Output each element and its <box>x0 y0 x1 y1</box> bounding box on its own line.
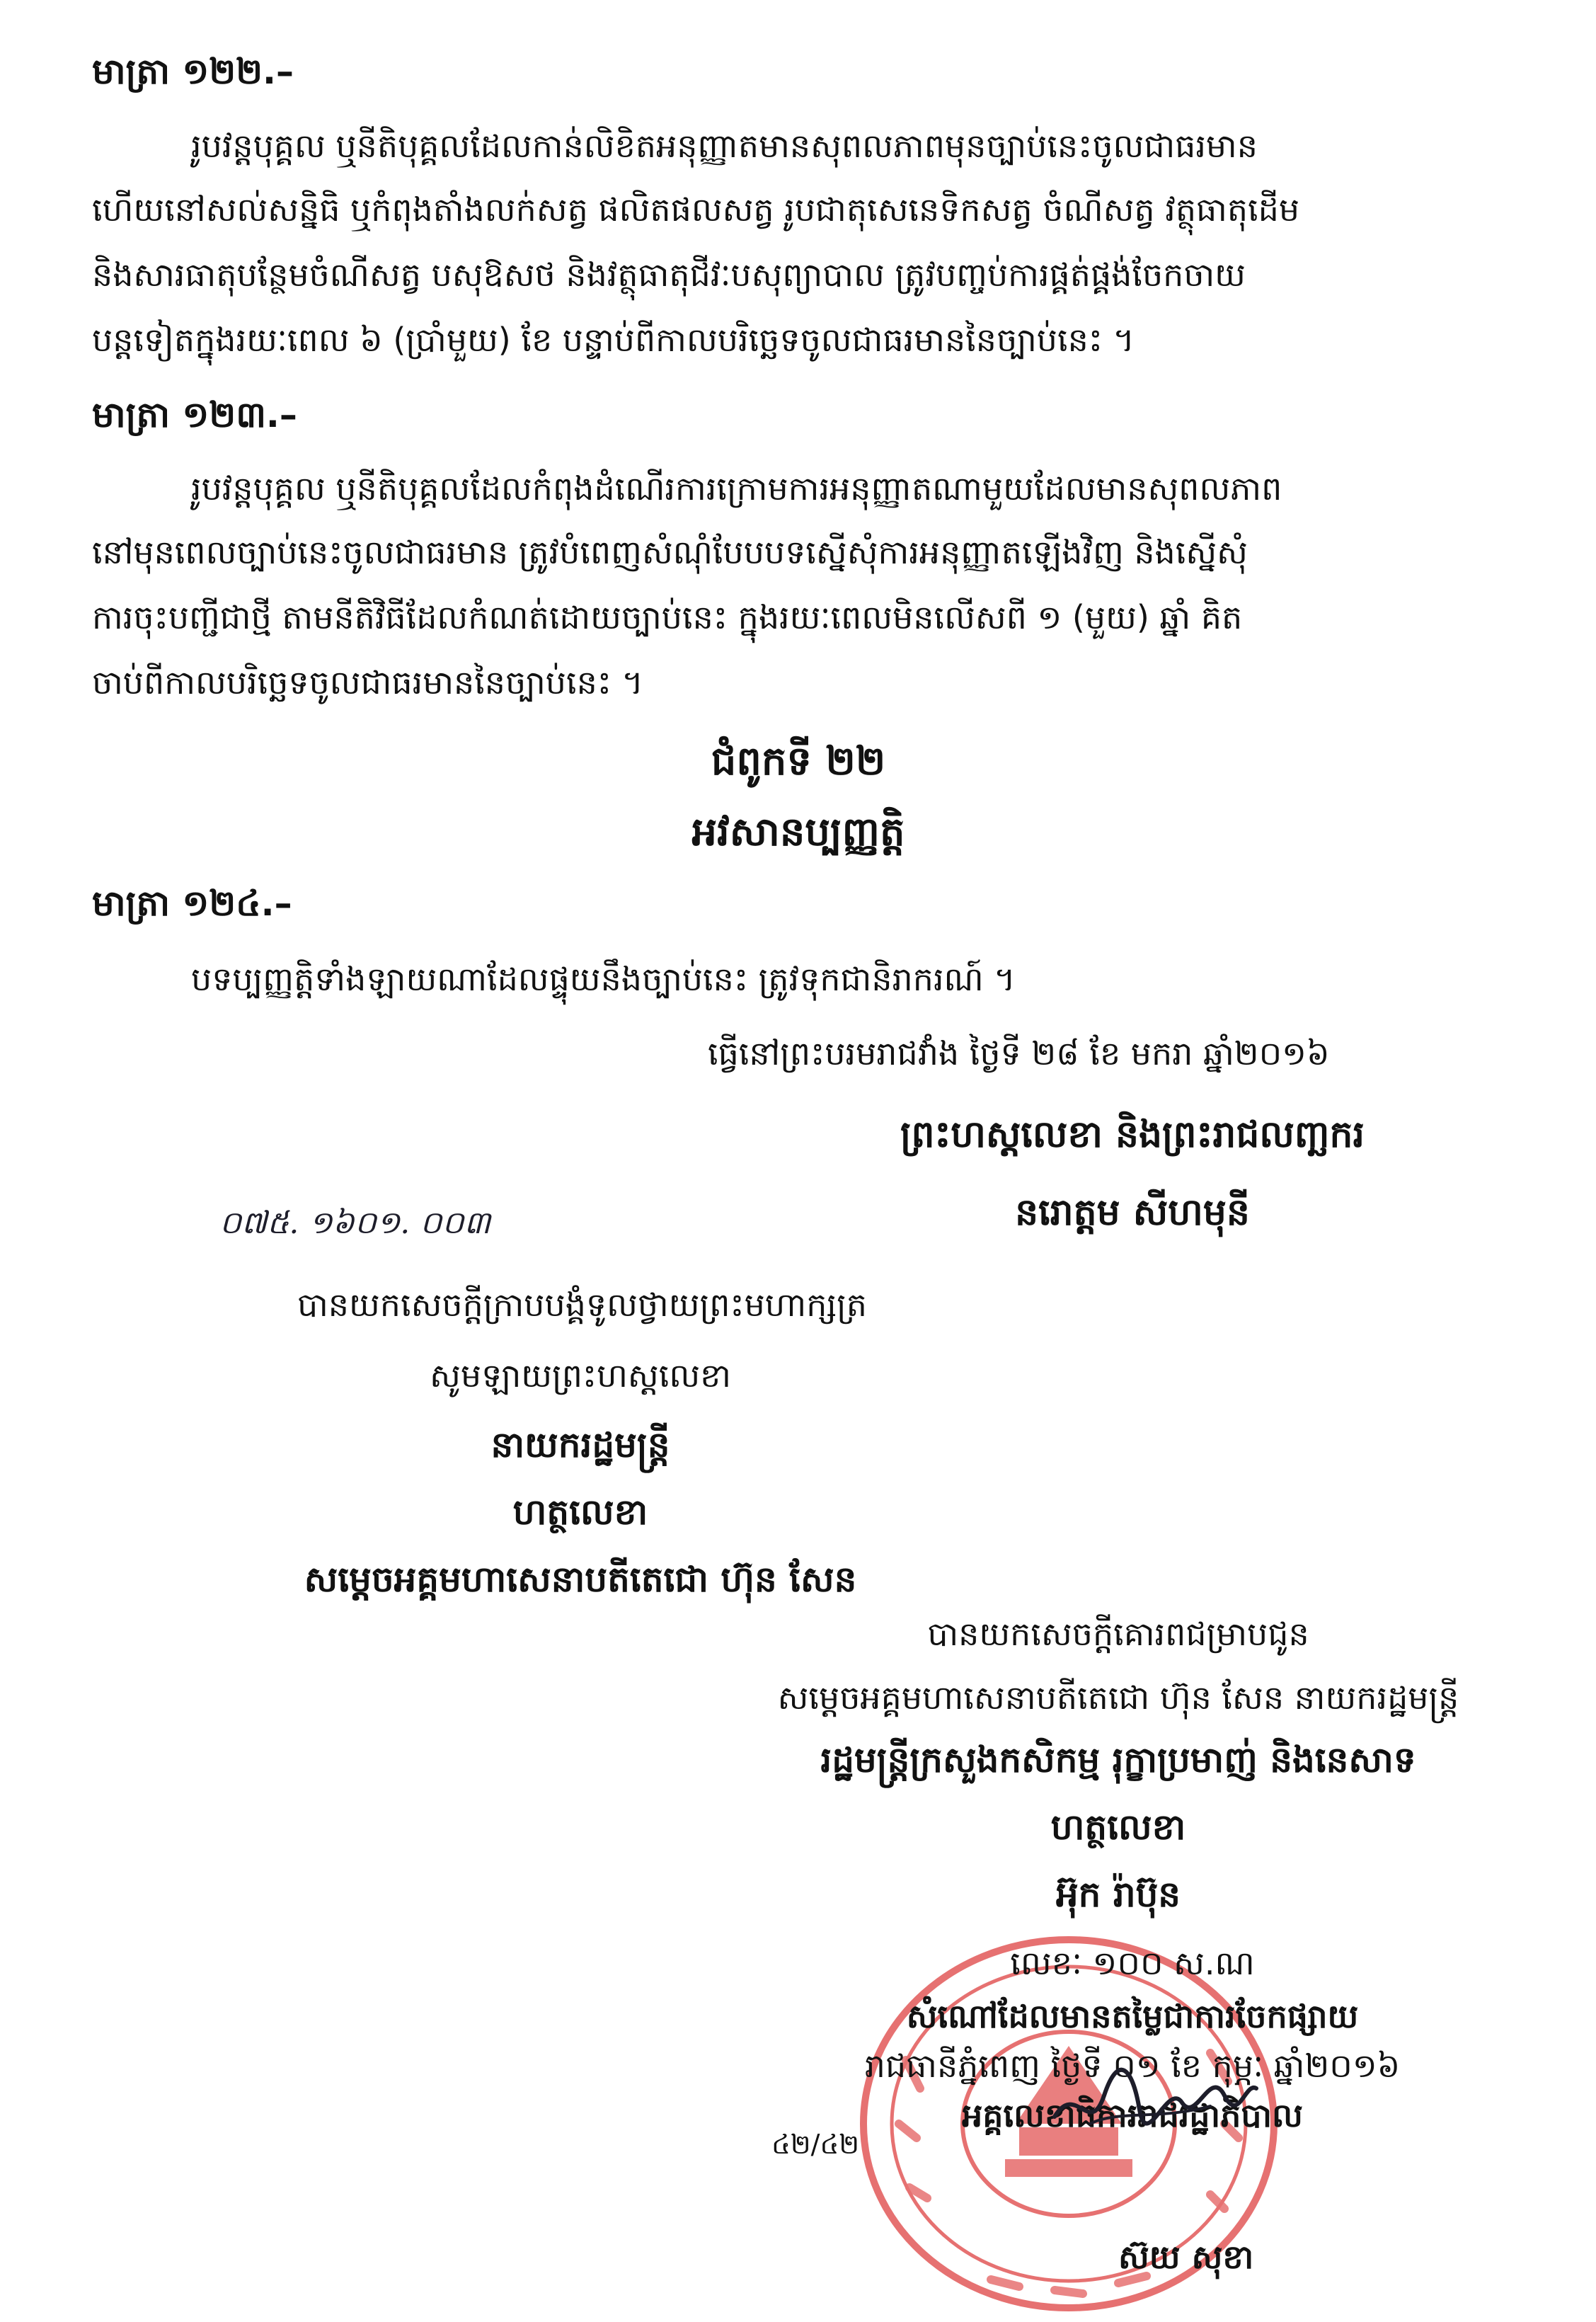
article-122-line-1: រូបវន្តបុគ្គល ឬនីតិបុគ្គលដែលកាន់លិខិតអនុញ្ញាតមានសុពលភាពមុនច្បាប់នេះចូលជាធរមាន <box>191 127 1258 165</box>
certification-line-2: រាជធានីភ្នំពេញ ថ្ងៃទី ០១ ខែ កុម្ភៈ ឆ្នាំ២០១៦ <box>864 2047 1401 2085</box>
article-123-line-2: នៅមុនពេលច្បាប់នេះចូលជាធរមាន ត្រូវបំពេញសំណុំបែបបទស្នើសុំការអនុញ្ញាតឡើងវិញ និងស្នើសុំ <box>92 533 1248 571</box>
article-124-line-1: បទប្បញ្ញត្តិទាំងឡាយណាដែលផ្ទុយនឹងច្បាប់នេះ ត្រូវទុកជានិរាករណ៍ ។ <box>191 960 1016 998</box>
article-122-heading: មាត្រា ១២២.– <box>92 51 294 92</box>
article-122-line-4: បន្តទៀតក្នុងរយៈពេល ៦ (ប្រាំមួយ) ខែ បន្ទាប់ពីកាលបរិច្ឆេទចូលជាធរមាននៃច្បាប់នេះ ។ <box>92 321 1135 359</box>
article-123-line-1: រូបវន្តបុគ្គល ឬនីតិបុគ្គលដែលកំពុងដំណើរការក្រោមការអនុញ្ញាតណាមួយដែលមានសុពលភាព <box>191 469 1282 508</box>
certification-number: លេខៈ ១០០ ស.ណ <box>1010 1944 1255 1982</box>
minister-recipient-line: សម្តេចអគ្គមហាសេនាបតីតេជោ ហ៊ុន សែន នាយករដ្ឋមន្ត្រី <box>777 1678 1459 1717</box>
king-name: នរោត្តម សីហមុនី <box>1015 1191 1250 1234</box>
certification-line-3: អគ្គលេខាធិការរាជរដ្ឋាភិបាល <box>962 2096 1303 2134</box>
handwritten-reference-number: ០៧៥. ១៦០១. ០០៣ <box>219 1205 491 1241</box>
handwritten-signature <box>1047 2039 1260 2145</box>
pm-submission-line: បានយកសេចក្តីក្រាបបង្គំទូលថ្វាយព្រះមហាក្សត្រ <box>297 1286 867 1324</box>
date-line: ធ្វើនៅព្រះបរមរាជវាំង ថ្ងៃទី ២៨ ខែ មករា ឆ្នាំ២០១៦ <box>708 1034 1330 1073</box>
article-123-line-4: ចាប់ពីកាលបរិច្ឆេទចូលជាធរមាននៃច្បាប់នេះ ។ <box>92 663 643 702</box>
minister-signature-label: ហត្ថលេខា <box>1050 1807 1186 1848</box>
chapter-number: ជំពូកទី ២២ <box>711 738 886 784</box>
article-123-heading: មាត្រា ១២៣.– <box>92 394 297 435</box>
king-signature-title: ព្រះហស្តលេខា និងព្រះរាជលញ្ឆករ <box>900 1114 1365 1156</box>
article-122-line-3: និងសារធាតុបន្ថែមចំណីសត្វ បសុឱសថ និងវត្ថុធាតុជីវៈបសុព្យាបាល ត្រូវបញ្ចប់ការផ្គត់ផ្គង់ចែកចាយ <box>92 256 1246 294</box>
pm-request-line: សូមឡាយព្រះហស្តលេខា <box>430 1356 731 1395</box>
chapter-title: អវសានប្បញ្ញត្តិ <box>691 809 905 855</box>
pm-name: សម្តេចអគ្គមហាសេនាបតីតេជោ ហ៊ុន សែន <box>304 1559 857 1600</box>
certification-line-1: សំណៅដែលមានតម្លៃជាការចែកផ្សាយ <box>906 1997 1359 2035</box>
minister-submission-line: បានយកសេចក្តីគោរពជម្រាបជូន <box>927 1615 1309 1653</box>
article-124-heading: មាត្រា ១២៤.– <box>92 883 292 924</box>
pm-signature-label: ហត្ថលេខា <box>512 1492 648 1533</box>
certifier-name: ស៊យ សុខា <box>1118 2238 1254 2276</box>
minister-title: រដ្ឋមន្ត្រីក្រសួងកសិកម្ម រុក្ខាប្រមាញ់ និងនេសាទ <box>820 1739 1416 1780</box>
minister-name: អ៊ុក រ៉ាប៊ុន <box>1055 1874 1181 1915</box>
article-123-line-3: ការចុះបញ្ជីជាថ្មី តាមនីតិវិធីដែលកំណត់ដោយច្បាប់នេះ ក្នុងរយៈពេលមិនលើសពី ១ (មួយ) ឆ្នាំ គិត <box>92 598 1243 636</box>
article-122-line-2: ហើយនៅសល់សន្និធិ ឬកំពុងតាំងលក់សត្វ ផលិតផលសត្វ រូបជាតុសេនេទិកសត្វ ចំណីសត្វ វត្ថុធាតុដើម <box>92 190 1300 229</box>
page-number: ៤២/៤២ <box>771 2129 860 2160</box>
pm-title: នាយករដ្ឋមន្ត្រី <box>490 1424 670 1465</box>
